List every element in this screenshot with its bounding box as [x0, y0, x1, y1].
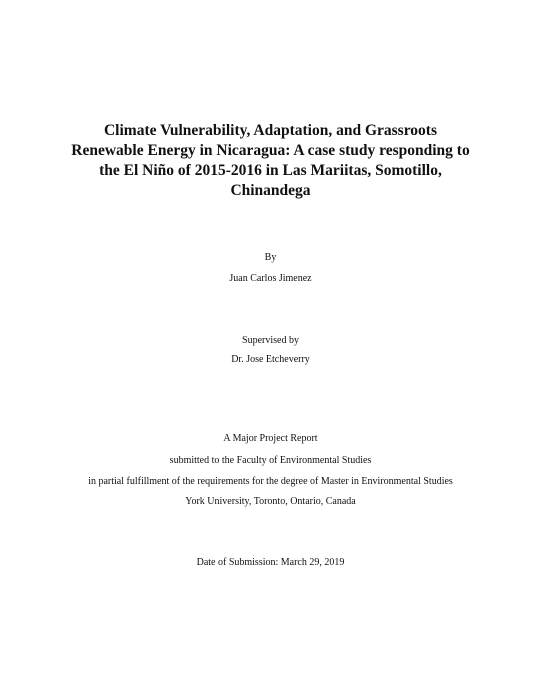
report-type: A Major Project Report — [223, 433, 318, 444]
title-line-1: Climate Vulnerability, Adaptation, and Grassroots — [103, 122, 437, 139]
author-name: Juan Carlos Jimenez — [229, 273, 312, 284]
faculty-line: submitted to the Faculty of Environmental Studies — [169, 455, 372, 466]
university-location: York University, Toronto, Ontario, Canada — [185, 496, 356, 507]
submission-date: Date of Submission: March 29, 2019 — [196, 557, 345, 568]
by-label: By — [264, 252, 277, 263]
title-line-4: Chinandega — [230, 182, 311, 199]
document-title — [40, 121, 501, 201]
supervised-by-label: Supervised by — [242, 335, 299, 346]
supervisor-name: Dr. Jose Etcheverry — [231, 354, 310, 365]
degree-requirement-line: in partial fulfillment of the requirements for the degree of Master in Environmental Studies — [88, 476, 453, 487]
title-line-2: Renewable Energy in Nicaragua: A case study responding to — [71, 142, 470, 159]
title-line-3: the El Niño of 2015-2016 in Las Mariitas, Somotillo, — [99, 162, 442, 179]
